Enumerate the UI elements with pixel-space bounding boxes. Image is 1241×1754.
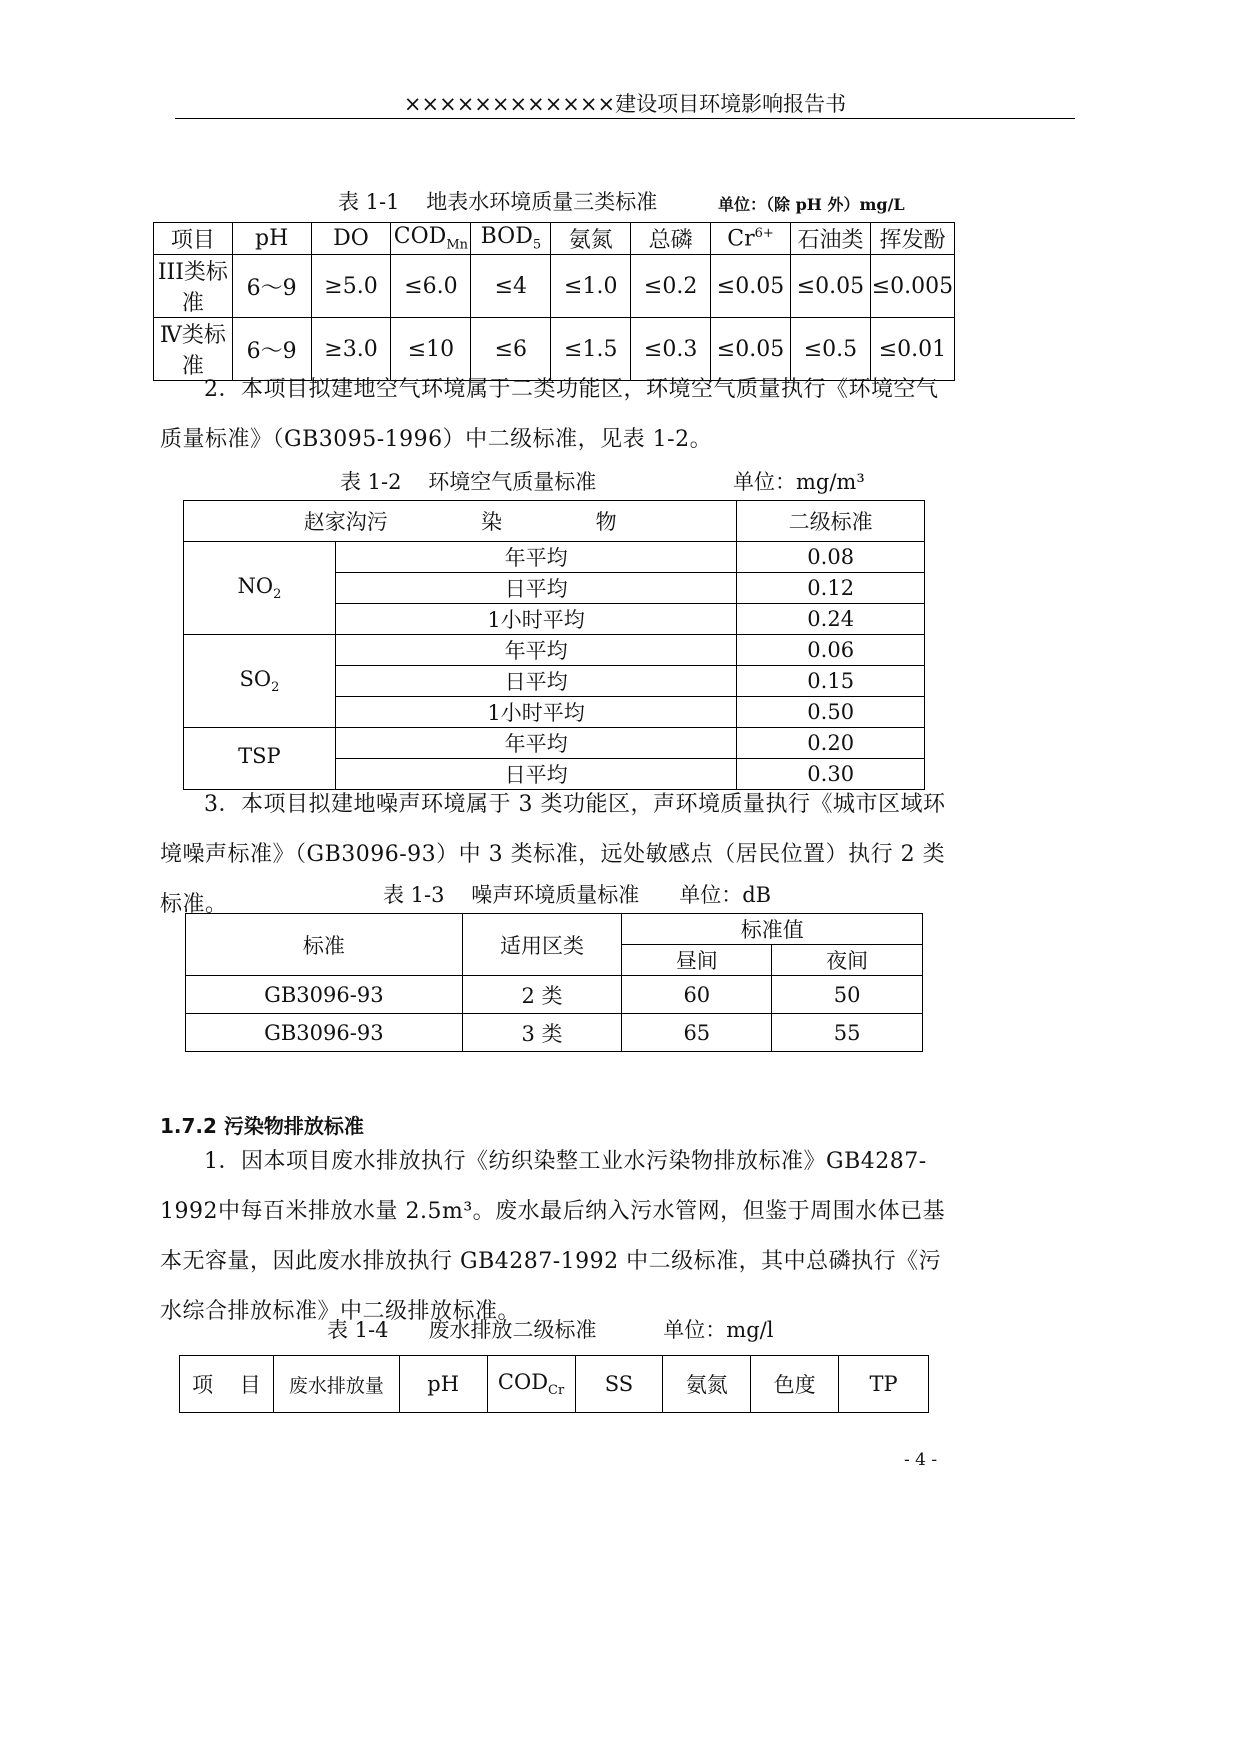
table-row [184,728,925,759]
table1-header-cell: $COD_{Mn}$ [391,223,471,255]
table-cell: ≤0.2 [631,255,711,318]
table2-unit: 单位：mg/m³ [733,470,865,494]
paragraph-noise: 3．本项目拟建地噪声环境属于 3 类功能区，声环境质量执行《城市区域环境噪声标准》（GB3096-93）中 3 类标准，远处敏感点（居民位置）执行 2 类标准。 [160,792,946,917]
table-cell: ≤0.05 [711,255,791,318]
table3-header-row [186,914,923,945]
table-cell: ≤6.0 [391,255,471,318]
table-cell: Ⅳ类标准 [154,318,233,381]
table-row [184,542,925,573]
table4-header-cell: 色度 [751,1356,839,1413]
table-cell: 1小时平均 [335,604,737,635]
table1-unit: 单位：（除 pH 外）mg/L [718,195,905,214]
table4-caption: 表 1-4 废水排放二级标准 单位：mg/l [327,1318,774,1342]
pollutant-name: $NO_2$ [184,542,336,635]
table-cell: 0.20 [737,728,925,759]
running-header: ××××××××××××建设项目环境影响报告书 [403,92,847,116]
table-cell: ≤0.01 [870,318,954,381]
table-cell: ≤4 [471,255,551,318]
table-cell: 日平均 [335,759,737,790]
table2-header-pollutant: 赵家沟污 染 物 [184,501,737,542]
pollutant-name: $SO_2$ [184,635,336,728]
table3-header-night: 夜间 [772,945,923,976]
table-row [186,1014,923,1052]
table3-header-day: 昼间 [622,945,772,976]
table-wastewater [179,1355,929,1413]
table-row [154,255,955,318]
table-cell: 55 [772,1014,923,1052]
table1-header-cell: 石油类 [790,223,870,255]
table1-header-cell: 项目 [154,223,233,255]
table1-header-cell: pH [232,223,311,255]
table4-header-cell: $COD_{Cr}$ [487,1356,575,1413]
table4-header-cell: pH [399,1356,487,1413]
table1-header-cell: 总磷 [631,223,711,255]
table-cell: ≤1.0 [551,255,631,318]
table-cell: 年平均 [335,635,737,666]
table-cell: ≤1.5 [551,318,631,381]
table-cell: ≤10 [391,318,471,381]
table1-header-row [154,223,955,255]
table1-caption: 表 1-1 地表水环境质量三类标准 [338,190,658,214]
table1-header-cell: 挥发酚 [870,223,954,255]
table-cell: GB3096-93 [186,1014,463,1052]
table-cell: 日平均 [335,666,737,697]
table-row [184,635,925,666]
table-cell: 3 类 [462,1014,622,1052]
table2-caption: 表 1-2 环境空气质量标准 [340,470,597,494]
table-cell: 0.15 [737,666,925,697]
table1-header-cell: 氨氮 [551,223,631,255]
table-cell: 0.12 [737,573,925,604]
table4-header-cell: SS [575,1356,663,1413]
table-cell: 0.50 [737,697,925,728]
table-cell: 65 [622,1014,772,1052]
table-cell: ≥3.0 [311,318,391,381]
table-cell: 6～9 [232,318,311,381]
table-noise [185,913,923,1052]
table-cell: GB3096-93 [186,976,463,1014]
table-cell: ≤0.005 [870,255,954,318]
table-cell: 60 [622,976,772,1014]
table-air-quality [183,500,925,790]
table-cell: ≤0.05 [790,255,870,318]
table-cell: 年平均 [335,728,737,759]
table-cell: 6～9 [232,255,311,318]
table2-header-standard: 二级标准 [737,501,925,542]
table-cell: 50 [772,976,923,1014]
table-cell: ≤0.05 [711,318,791,381]
table4-header-cell: TP [839,1356,929,1413]
table-cell: 0.24 [737,604,925,635]
table-surface-water [153,222,955,381]
table1-header-cell: $Cr^{6+}$ [711,223,791,255]
table-cell: ≤0.5 [790,318,870,381]
table2-header-row [184,501,925,542]
table-cell: ≥5.0 [311,255,391,318]
section-heading: 1.7.2 污染物排放标准 [160,1114,364,1138]
table-cell: 0.06 [737,635,925,666]
pollutant-name: TSP [184,728,336,790]
header-rule [175,118,1075,119]
table-cell: ≤0.3 [631,318,711,381]
table-cell: ≤6 [471,318,551,381]
paragraph-wastewater: 1．因本项目废水排放执行《纺织染整工业水污染物排放标准》GB4287-1992中每百米排放水量 2.5m³。废水最后纳入污水管网，但鉴于周围水体已基本无容量，因此废水排放执行 GB4287-1992 中二级标准，其中总磷执行《污水综合排放标准》中二级排放标准。 [160,1149,946,1324]
table1-header-cell: $BOD_5$ [471,223,551,255]
table-cell: III类标准 [154,255,233,318]
table1-header-cell: DO [311,223,391,255]
table-cell: 2 类 [462,976,622,1014]
table-cell: 1小时平均 [335,697,737,728]
table3-caption: 表 1-3 噪声环境质量标准 单位：dB [383,883,772,907]
table3-header-value: 标准值 [622,914,923,945]
table4-header-cell: 项 目 [180,1356,274,1413]
table4-header-row [180,1356,929,1413]
table-cell: 年平均 [335,542,737,573]
table-cell: 0.08 [737,542,925,573]
table-row [186,976,923,1014]
table3-header-zone: 适用区类 [462,914,622,976]
table3-header-standard: 标准 [186,914,463,976]
paragraph-air: 2．本项目拟建地空气环境属于二类功能区，环境空气质量执行《环境空气质量标准》（GB3095-1996）中二级标准，见表 1-2。 [160,377,939,452]
table4-header-cell: 废水排放量 [273,1356,399,1413]
table4-header-cell: 氨氮 [663,1356,751,1413]
page-number: - 4 - [904,1450,938,1470]
table-cell: 0.30 [737,759,925,790]
table-cell: 日平均 [335,573,737,604]
